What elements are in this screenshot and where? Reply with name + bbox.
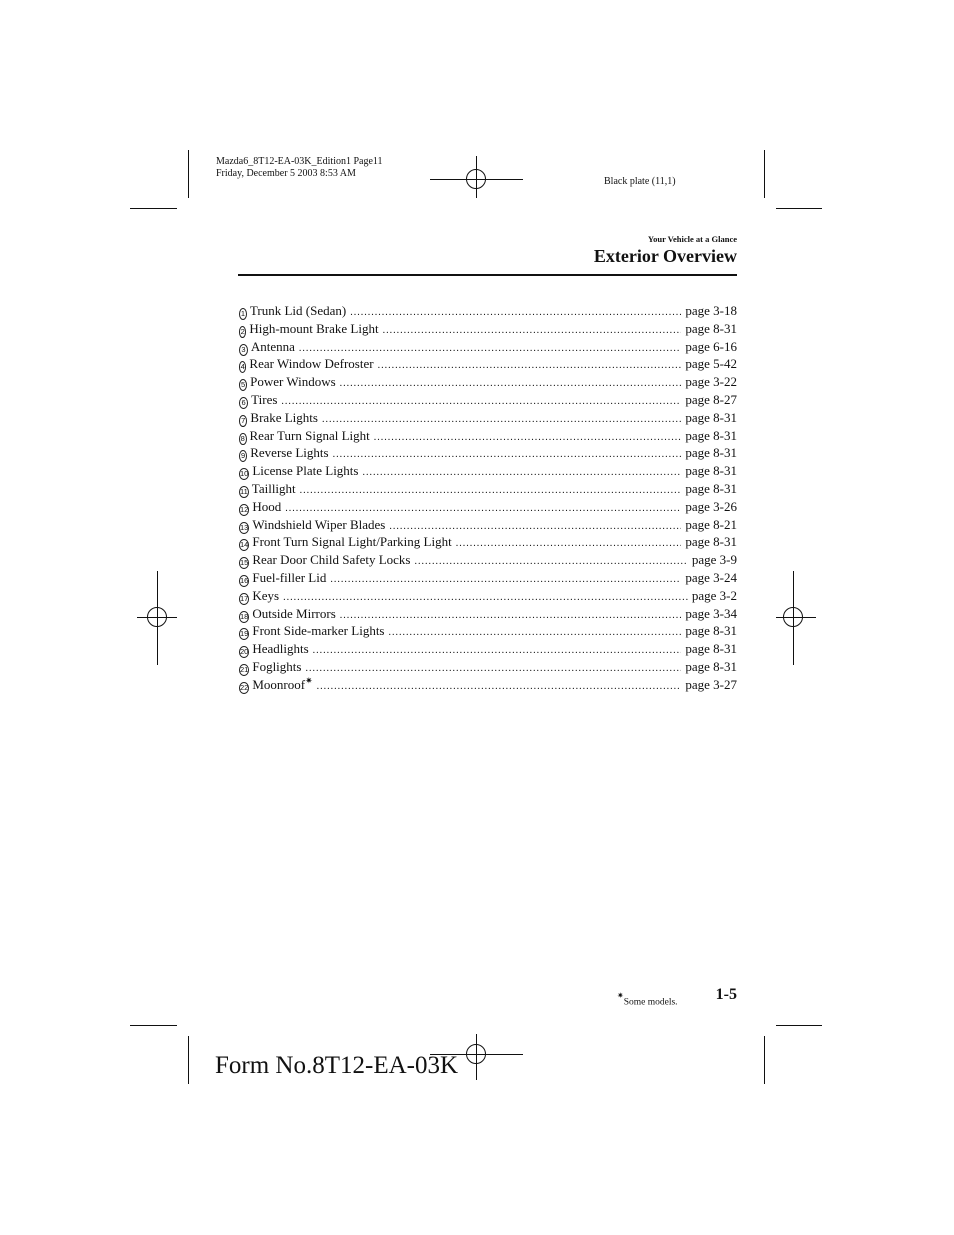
item-label-text: Headlights [252,641,309,657]
page-title: Exterior Overview [593,246,737,266]
item-number-badge: 9 [239,450,247,462]
item-number-badge: 11 [240,486,248,496]
toc-row [239,622,737,640]
item-number-badge: 4 [240,362,245,372]
item-number-badge: 13 [240,522,249,532]
dot-leader [414,553,687,571]
item-page-ref: page 3-18 [685,303,737,318]
item-label [252,587,279,605]
toc-row [239,409,737,427]
item-label-text: High-mount Brake Light [249,320,379,336]
item-page-ref: page 8-21 [685,516,737,532]
item-number-badge: 22 [240,682,249,692]
item-label-text: Power Windows [250,374,336,390]
some-models-mark: ✷ [305,675,313,686]
item-label [249,355,373,373]
item-number-badge: 2 [240,326,245,336]
item-label [252,516,385,534]
dot-leader [340,607,682,625]
item-label [249,320,378,338]
title-rule [238,274,737,276]
item-number-badge: 8 [240,433,245,443]
registration-right-circle [783,607,803,627]
registration-bottom-circle [466,1044,486,1064]
dot-leader [281,393,681,411]
dot-leader [300,482,682,500]
item-label [250,373,336,391]
toc-row [239,427,737,445]
toc-row [239,587,737,605]
toc-row [239,373,737,391]
item-page-ref: page 3-24 [685,569,737,585]
item-number-badge: 17 [240,593,249,603]
item-label [250,444,328,462]
item-number-badge: 14 [240,540,249,550]
item-label-text: Taillight [251,480,296,496]
item-label [252,551,410,569]
item-number-badge: 7 [239,415,247,427]
item-label [252,622,384,640]
toc-row [239,516,737,534]
item-page-ref: page 3-26 [685,498,737,514]
item-number-badge: 10 [240,469,249,479]
toc-row [239,338,737,356]
dot-leader [305,660,681,678]
toc-row [239,391,737,409]
dot-leader [330,571,681,589]
item-label [252,569,326,587]
item-number-badge: 15 [240,558,249,568]
item-page-ref: page 3-9 [691,552,737,568]
item-page-ref: page 8-31 [685,623,737,639]
dot-leader [374,429,682,447]
item-label-text: Front Turn Signal Light/Parking Light [252,534,452,550]
item-label-text: Fuel-filler Lid [252,569,327,585]
dot-leader [283,589,688,607]
toc-row [239,302,737,320]
dot-leader [322,411,681,429]
item-number-badge: 12 [240,504,249,514]
toc-row [239,676,737,694]
crop-mark-bottom-left-v [188,1036,189,1084]
item-label [252,640,308,658]
item-label-text: Rear Door Child Safety Locks [252,552,411,568]
item-label-text: Trunk Lid (Sedan) [249,303,347,318]
item-label-text: Moonroof [252,676,306,692]
toc-row [239,462,737,480]
item-number-badge: 20 [240,647,249,657]
item-number-badge: 5 [240,380,246,390]
footnote-mark: ✷ [617,991,624,1000]
item-page-ref: page 6-16 [685,338,737,354]
crop-mark-bottom-left-h [130,1025,177,1026]
registration-left-circle [147,607,167,627]
page-number: 1-5 [715,986,737,1003]
item-page-ref: page 8-31 [685,480,737,496]
item-page-ref: page 8-31 [685,427,737,443]
item-page-ref: page 8-31 [685,641,737,657]
form-number: Form No.8T12-EA-03K [215,1052,459,1079]
item-page-ref: page 5-42 [685,356,737,372]
dot-leader [313,642,682,660]
item-label-text: Antenna [250,338,295,354]
item-label [252,533,451,551]
registration-top-circle [466,169,486,189]
toc-row [239,640,737,658]
item-number-badge: 16 [240,575,249,585]
item-label-text: Front Side-marker Lights [252,623,385,639]
item-label [251,391,277,409]
item-number-badge: 1 [240,309,246,318]
item-number-badge: 18 [240,611,249,621]
toc-row [239,569,737,587]
toc-row [239,498,737,516]
item-label [252,462,358,480]
item-page-ref: page 8-31 [685,534,737,550]
dot-leader [456,535,682,553]
crop-mark-top-right-v [764,150,765,198]
toc-row [239,533,737,551]
item-label [252,658,301,676]
item-label [252,480,296,498]
crop-mark-top-right-h [776,208,822,209]
item-label-text: Rear Window Defroster [249,356,374,372]
toc-row [239,444,737,462]
dot-leader [389,624,682,642]
crop-mark-top-left-v [188,150,189,198]
dot-leader [340,375,682,393]
item-label-text: Foglights [252,658,302,674]
toc-row [239,480,737,498]
item-label-text: Outside Mirrors [252,605,336,621]
item-number-badge: 6 [239,397,248,409]
item-label-text: Brake Lights [250,409,318,425]
item-label-text: Tires [251,391,278,407]
item-label-text: Hood [252,498,282,514]
dot-leader [383,322,682,340]
item-label-text: Reverse Lights [250,445,329,461]
print-file-line: Mazda6_8T12-EA-03K_Edition1 Page11 [216,156,383,167]
item-number-badge: 3 [239,344,248,356]
item-page-ref: page 8-27 [685,391,737,407]
item-page-ref: page 8-31 [685,320,737,336]
item-label-text: License Plate Lights [252,463,359,479]
item-number-badge: 21 [240,664,249,674]
dot-leader [350,304,681,322]
toc-row [239,658,737,676]
item-label-text: Rear Turn Signal Light [249,427,370,443]
item-page-ref: page 8-31 [685,463,737,479]
item-label [250,427,370,445]
toc-row [239,355,737,373]
toc-row [239,551,737,569]
item-page-ref: page 8-31 [685,409,737,425]
toc-row [239,605,737,623]
item-page-ref: page 3-27 [685,676,737,692]
crop-mark-bottom-right-v [764,1036,765,1084]
item-label [252,676,312,694]
toc-row [239,320,737,338]
crop-mark-bottom-right-h [776,1025,822,1026]
dot-leader [333,446,682,464]
item-page-ref: page 3-22 [685,374,737,390]
dot-leader [362,464,681,482]
item-page-ref: page 8-31 [685,658,737,674]
item-label-text: Keys [252,587,280,603]
dot-leader [317,678,682,696]
item-label [250,409,318,427]
item-label [252,498,281,516]
item-label [252,605,335,623]
footnote [617,991,678,1009]
print-date-line: Friday, December 5 2003 8:53 AM [216,168,356,179]
item-label [251,338,295,356]
crop-mark-top-left-h [130,208,177,209]
dot-leader [378,357,682,375]
item-label-text: Windshield Wiper Blades [252,516,386,532]
item-label [250,302,346,320]
item-page-ref: page 8-31 [685,445,737,461]
item-number-badge: 19 [240,629,249,639]
item-page-ref: page 3-34 [685,605,737,621]
section-label: Your Vehicle at a Glance [647,234,737,244]
footnote-text: Some models. [623,997,678,1008]
plate-label: Black plate (11,1) [604,176,676,187]
exterior-item-list [239,302,737,694]
item-page-ref: page 3-2 [691,587,737,603]
